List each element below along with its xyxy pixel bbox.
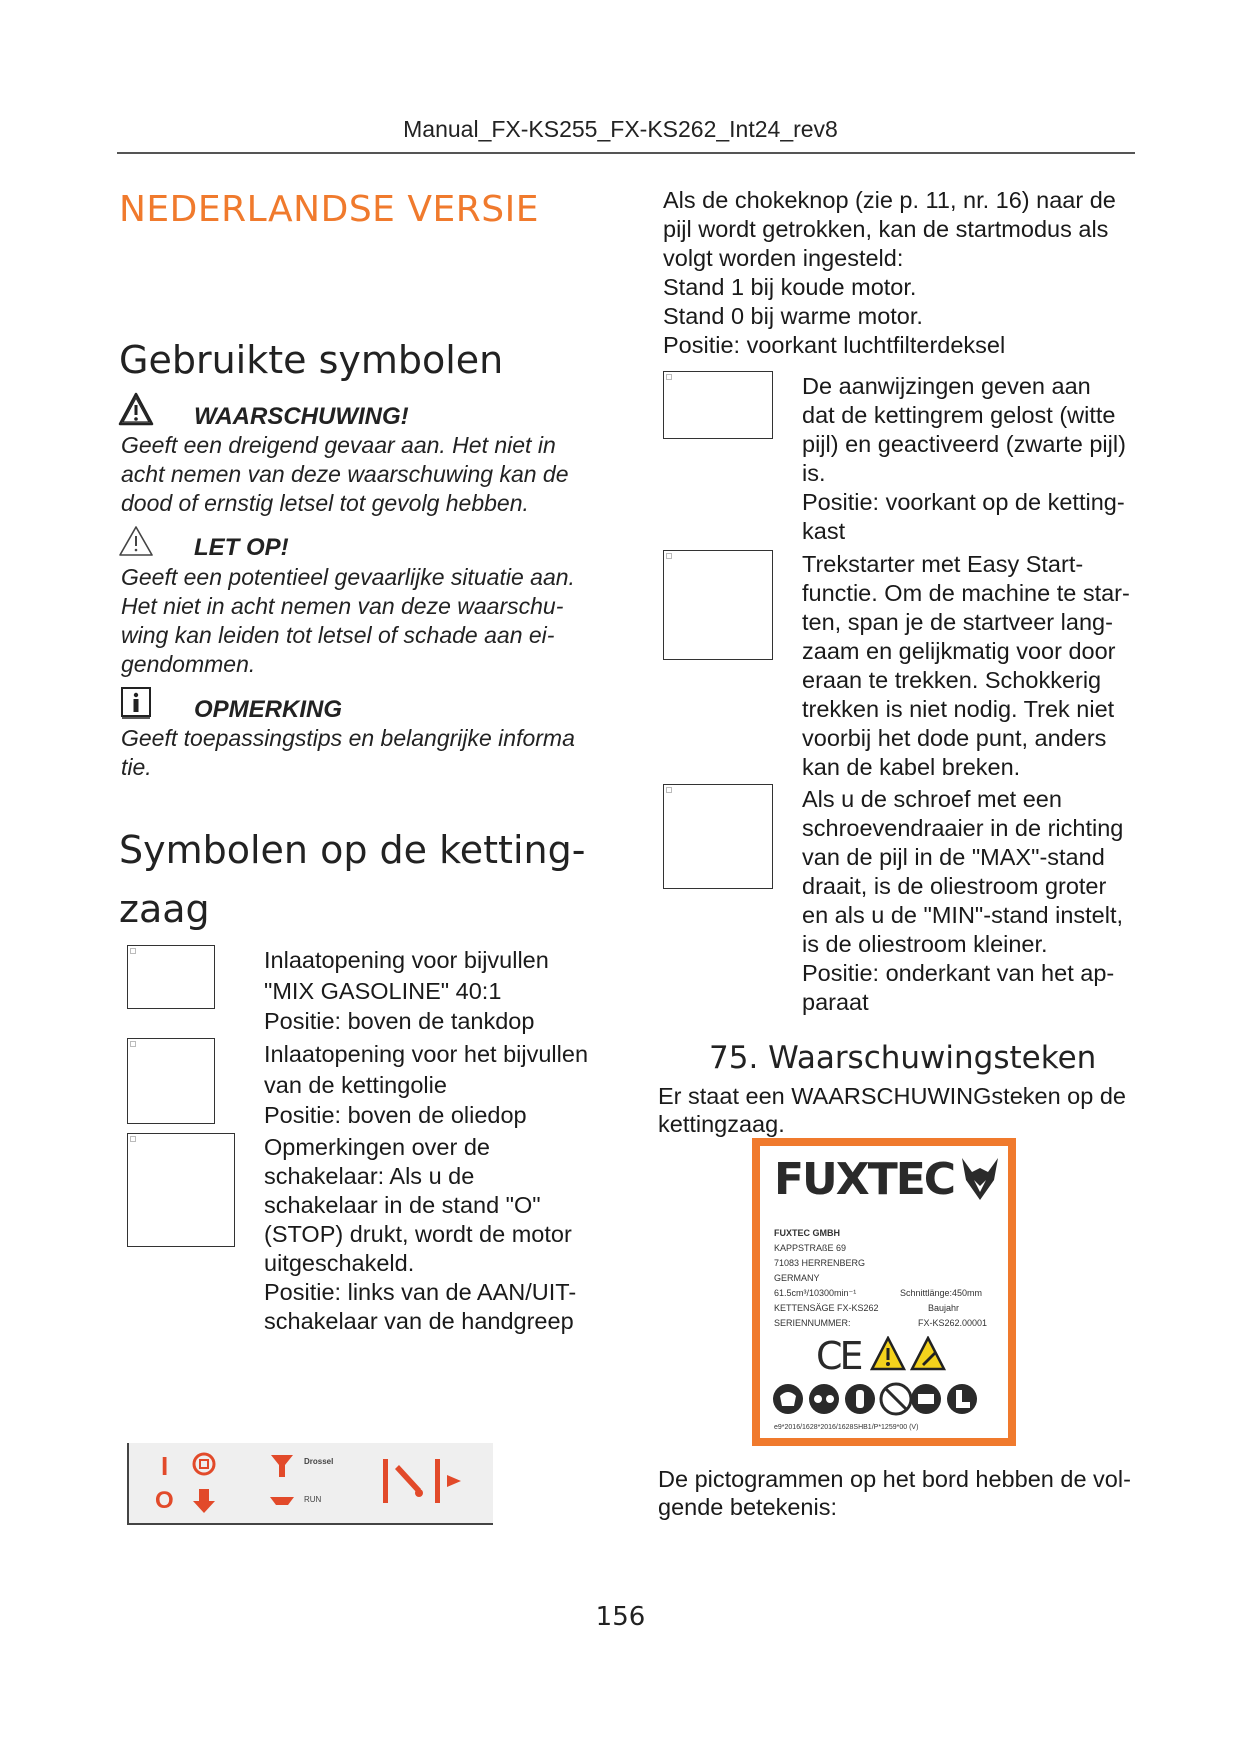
description-line: schakelaar: Als u de xyxy=(264,1163,475,1189)
caution-text-line: Geeft een potentieel gevaarlijke situatie aan. xyxy=(121,564,575,590)
description-line: dat de kettingrem gelost (witte xyxy=(802,402,1116,428)
label-serial-label: SERIENNUMMER: xyxy=(774,1318,851,1328)
description-line: is. xyxy=(802,460,826,486)
caution-title: LET OP! xyxy=(194,534,289,561)
description-line: kast xyxy=(802,518,846,544)
recoil-starter-description xyxy=(802,550,1130,782)
caution-text-line: wing kan leiden tot letsel of schade aan ei- xyxy=(121,622,555,648)
label-model: KETTENSÄGE FX-KS262 xyxy=(774,1303,879,1313)
caution-text-line: Het niet in acht nemen van deze waarschu- xyxy=(121,593,564,619)
header-divider xyxy=(117,152,1135,154)
label-serial-value: FX-KS262.00001 xyxy=(918,1318,988,1328)
switch-pictogram xyxy=(127,1133,235,1247)
label-city: 71083 HERRENBERG xyxy=(774,1258,866,1268)
fuel-inlet-pictogram xyxy=(127,945,215,1009)
description-line: volgt worden ingesteld: xyxy=(663,245,904,271)
description-line: functie. Om de machine te star- xyxy=(802,580,1130,606)
section-title: NEDERLANDSE VERSIE xyxy=(119,189,539,230)
caution-text xyxy=(121,563,575,679)
description-line: voorbij het dode punt, anders xyxy=(802,725,1107,751)
description-line: van de pijl in de "MAX"-stand xyxy=(802,844,1105,870)
warning-text-line: Geeft een dreigend gevaar aan. Het niet in xyxy=(121,432,556,458)
description-line: De aanwijzingen geven aan xyxy=(802,373,1091,399)
on-symbol: I xyxy=(161,1451,169,1481)
oil-flow-pictogram xyxy=(663,784,773,889)
description-line: schakelaar van de handgreep xyxy=(264,1308,574,1334)
description-line: Positie: boven de oliedop xyxy=(264,1102,527,1128)
off-symbol: O xyxy=(155,1487,174,1514)
remark-text xyxy=(121,724,611,782)
control-symbols-strip xyxy=(127,1443,493,1525)
description-line: Positie: links van de AAN/UIT- xyxy=(264,1279,577,1305)
chain-oil-inlet-description xyxy=(264,1039,588,1131)
chain-brake-pictogram xyxy=(663,371,773,439)
label-country: GERMANY xyxy=(774,1273,820,1283)
ce-mark: CE xyxy=(816,1334,861,1378)
description-line: Als de chokeknop (zie p. 11, nr. 16) naar de xyxy=(663,187,1116,213)
warning-title: WAARSCHUWING! xyxy=(194,403,409,430)
remark-title: OPMERKING xyxy=(194,696,343,723)
document-header-title: Manual_FX-KS255_FX-KS262_Int24_rev8 xyxy=(403,116,838,142)
label-displacement: 61.5cm³/10300min⁻¹ xyxy=(774,1288,857,1298)
run-label: RUN xyxy=(304,1495,322,1504)
description-line: draait, is de oliestroom groter xyxy=(802,873,1107,899)
description-line: trekken is niet nodig. Trek niet xyxy=(802,696,1115,722)
description-line: kettingzaag. xyxy=(658,1111,785,1137)
description-line: pijl) en geactiveerd (zwarte pijl) xyxy=(802,431,1126,457)
description-line: schroevendraaier in de richting xyxy=(802,815,1124,841)
description-line: kan de kabel breken. xyxy=(802,754,1021,780)
description-line: eraan te trekken. Schokkerig xyxy=(802,667,1102,693)
fox-logo-icon xyxy=(960,1156,1000,1202)
choke-label: Drossel xyxy=(304,1457,334,1466)
label-approval-number: e9*2016/1628*2016/1628SHB1/P*1259*00 (V) xyxy=(774,1424,919,1431)
chainsaw-symbols-heading-line2: zaag xyxy=(119,887,210,931)
remark-text-line: tie. xyxy=(121,754,152,780)
pictogram-intro xyxy=(658,1465,1131,1521)
description-line: (STOP) drukt, wordt de motor xyxy=(264,1221,572,1247)
description-line: Stand 0 bij warme motor. xyxy=(663,303,923,329)
description-line: van de kettingolie xyxy=(264,1071,447,1098)
chain-brake-symbol-icon xyxy=(379,1455,469,1509)
description-line: uitgeschakeld. xyxy=(264,1250,415,1276)
label-warning-triangles-icon xyxy=(870,1336,950,1372)
chain-oil-inlet-pictogram xyxy=(127,1038,215,1124)
label-company: FUXTEC GMBH xyxy=(774,1228,840,1238)
description-line: "MIX GASOLINE" 40:1 xyxy=(264,977,502,1004)
chain-brake-description xyxy=(802,372,1126,546)
description-line: Als u de schroef met een xyxy=(802,786,1062,812)
description-line: schakelaar in de stand "O" xyxy=(264,1192,541,1218)
description-line: Opmerkingen over de xyxy=(264,1134,490,1160)
description-line: en als u de "MIN"-stand instelt, xyxy=(802,902,1124,928)
switch-description xyxy=(264,1133,576,1336)
description-line: Positie: boven de tankdop xyxy=(264,1008,535,1034)
choke-description xyxy=(663,186,1116,360)
description-line: De pictogrammen op het bord hebben de vol- xyxy=(658,1466,1131,1492)
remark-text-line: Geeft toepassingstips en belangrijke informa xyxy=(121,725,575,751)
warning-text-line: dood of ernstig letsel tot gevolg hebben. xyxy=(121,490,529,516)
warning-text-line: acht nemen van deze waarschuwing kan de xyxy=(121,461,569,487)
oil-flow-description xyxy=(802,785,1123,1017)
description-line: Stand 1 bij koude motor. xyxy=(663,274,917,300)
fuel-inlet-description xyxy=(264,945,549,1037)
description-line: Er staat een WAARSCHUWINGsteken op de xyxy=(658,1083,1126,1109)
description-line: Positie: voorkant luchtfilterdeksel xyxy=(663,332,1006,358)
description-line: pijl wordt getrokken, kan de startmodus als xyxy=(663,216,1109,242)
ignition-symbols-icon xyxy=(189,1449,219,1517)
recoil-starter-pictogram xyxy=(663,550,773,660)
warning-sign-heading: 75. Waarschuwingsteken xyxy=(709,1040,1097,1076)
chainsaw-symbols-heading-line1: Symbolen op de ketting- xyxy=(119,828,586,872)
warning-label-panel xyxy=(760,1146,1008,1438)
description-line: paraat xyxy=(802,989,869,1015)
description-line: Inlaatopening voor bijvullen xyxy=(264,947,549,973)
description-line: Positie: voorkant op de ketting- xyxy=(802,489,1125,515)
choke-lever-icon xyxy=(269,1451,295,1515)
description-line: Trekstarter met Easy Start- xyxy=(802,551,1084,577)
brand-logo-text: FUXTEC xyxy=(774,1154,955,1205)
description-line: zaam en gelijkmatig voor door xyxy=(802,638,1116,664)
warning-sign-intro xyxy=(658,1082,1126,1138)
label-year: Baujahr xyxy=(928,1303,960,1313)
caution-triangle-icon xyxy=(118,525,154,557)
description-line: ten, span je de startveer lang- xyxy=(802,609,1113,635)
info-icon xyxy=(120,686,152,720)
description-line: gende betekenis: xyxy=(658,1494,838,1520)
description-line: Positie: onderkant van het ap- xyxy=(802,960,1115,986)
warning-triangle-icon xyxy=(118,391,154,427)
caution-text-line: gendommen. xyxy=(121,651,256,677)
description-line: Inlaatopening voor het bijvullen xyxy=(264,1041,589,1067)
label-cut-length: Schnittlänge:450mm xyxy=(900,1288,983,1298)
warning-label xyxy=(752,1138,1016,1446)
page-number: 156 xyxy=(595,1602,646,1632)
symbols-heading: Gebruikte symbolen xyxy=(119,338,504,382)
label-street: KAPPSTRAßE 69 xyxy=(774,1243,847,1253)
warning-text xyxy=(121,431,569,518)
description-line: is de oliestroom kleiner. xyxy=(802,931,1048,957)
label-ppe-pictograms-icon xyxy=(770,1382,1006,1416)
